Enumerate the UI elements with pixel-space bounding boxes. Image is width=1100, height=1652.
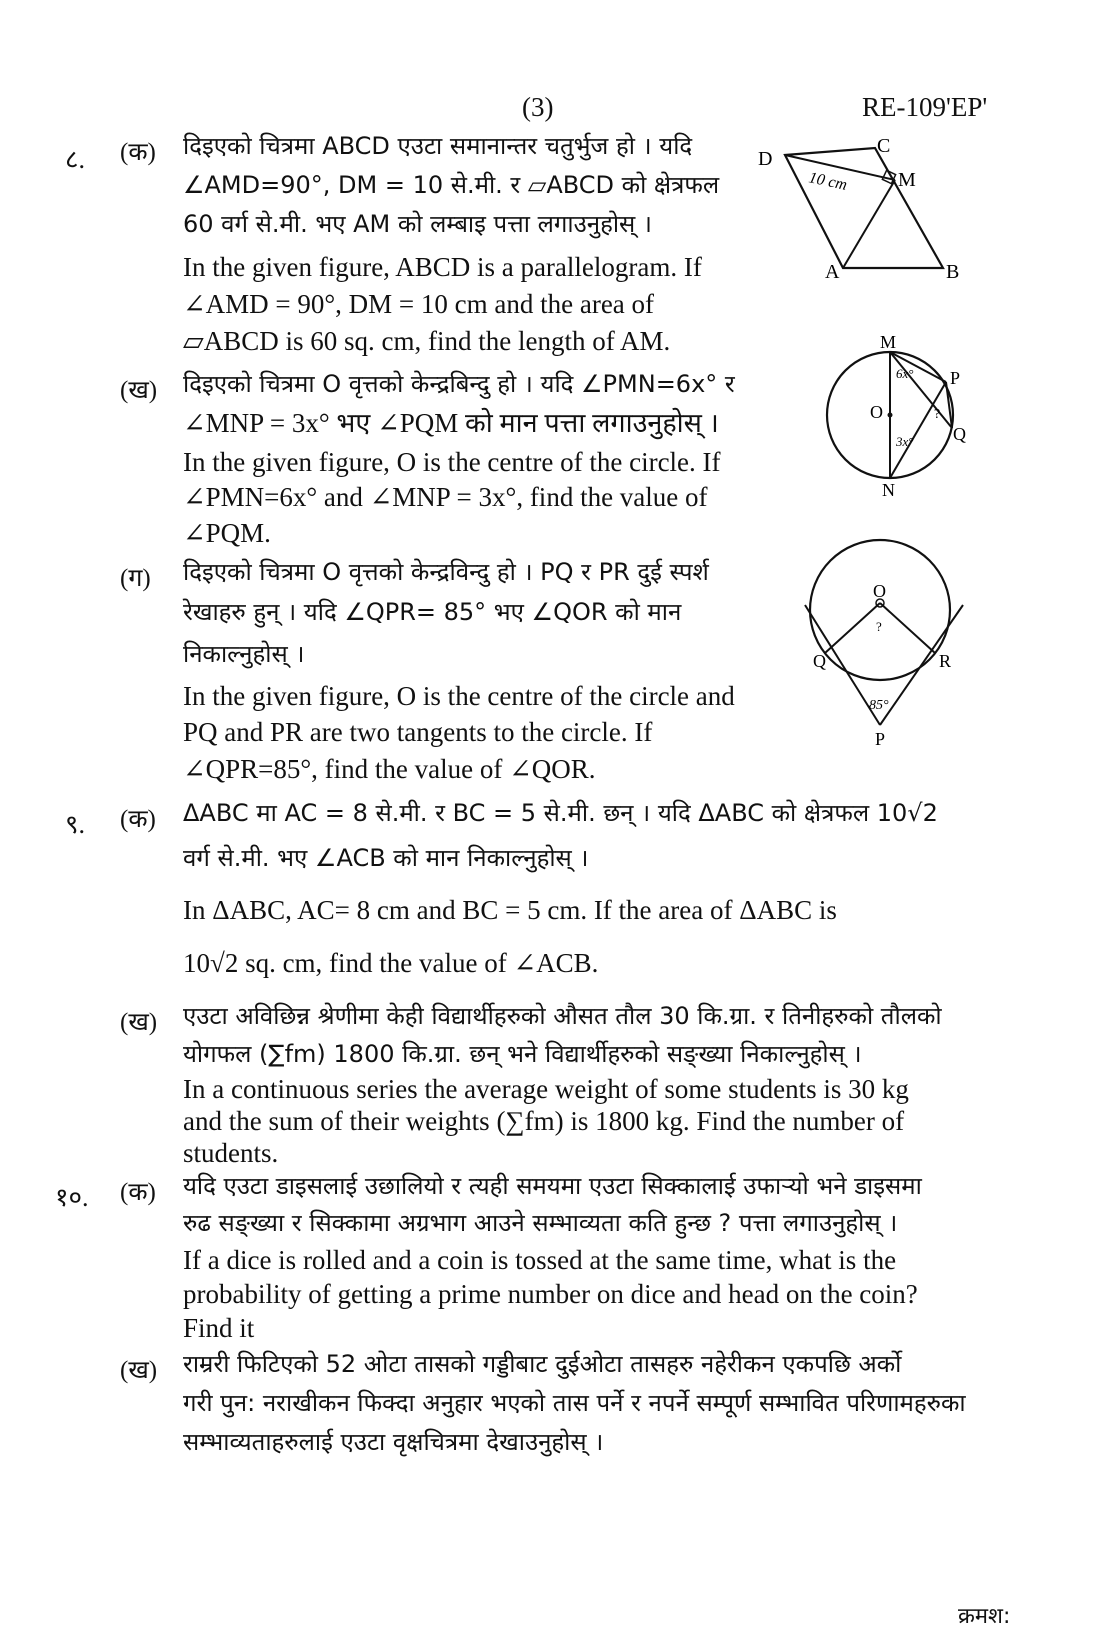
q8b-line-5: ∠PQM.: [183, 518, 271, 548]
label-r: R: [939, 651, 952, 671]
question-number-8: ८.: [65, 145, 86, 174]
q10b-label: (ख): [120, 1357, 158, 1384]
q10b-line-2: गरी पुन: नराखीकन फिक्दा अनुहार भएको तास पर्ने र नपर्ने सम्पूर्ण सम्भावित परिणामहरुका: [183, 1389, 966, 1417]
label-d: D: [758, 148, 773, 170]
q8a-line-4: In the given figure, ABCD is a parallelogram. If: [183, 252, 702, 282]
question-number-10: १०.: [55, 1183, 89, 1212]
q10a-line-5: Find it: [183, 1313, 255, 1343]
q8a-line-1: दिइएको चित्रमा ABCD एउटा समानान्तर चतुर्भुज हो । यदि: [183, 132, 693, 160]
q8c-line-4: In the given figure, O is the centre of the circle and: [183, 681, 735, 711]
q8a-line-2: ∠AMD=90°, DM = 10 से.मी. र ▱ABCD को क्षेत्रफल: [183, 171, 720, 199]
line-am: [843, 180, 895, 268]
q9a-line-2: वर्ग से.मी. भए ∠ACB को मान निकाल्नुहोस् ।: [183, 844, 589, 872]
angle-m-label: 6x°: [896, 366, 914, 381]
label-p: P: [875, 729, 886, 749]
q10b-line-1: राम्ररी फिटिएको 52 ओटा तासको गड्डीबाट दुईओटा तासहरु नहेरीकन एकपछि अर्को: [183, 1350, 902, 1378]
q8b-line-1: दिइएको चित्रमा O वृत्तको केन्द्रबिन्दु हो । यदि ∠PMN=6x° र: [183, 370, 735, 398]
page-number: (3): [522, 92, 554, 122]
question-number-9: ९.: [65, 810, 86, 839]
radius-or: [880, 603, 935, 653]
q8b-label: (ख): [120, 377, 158, 404]
label-n: N: [882, 480, 895, 500]
label-c: C: [877, 135, 891, 157]
angle-q-label: ?: [934, 407, 941, 422]
parallelogram-abcd: [785, 148, 943, 268]
q8a-label: (क): [120, 139, 156, 166]
q9b-line-3: In a continuous series the average weight of some students is 30 kg: [183, 1074, 909, 1104]
chord-np: [890, 382, 946, 478]
q8c-line-1: दिइएको चित्रमा O वृत्तको केन्द्रविन्दु हो । PQ र PR दुई स्पर्श: [183, 558, 709, 586]
label-b: B: [946, 261, 960, 283]
q9b-line-4: and the sum of their weights (∑fm) is 1800 kg. Find the number of: [183, 1106, 905, 1136]
q9b-label: (ख): [120, 1009, 158, 1036]
label-q: Q: [953, 424, 966, 444]
tangent-circle-figure: [795, 535, 995, 755]
exam-code: RE-109'EP': [862, 92, 988, 122]
circle-o: [810, 540, 950, 680]
label-m: M: [880, 332, 897, 352]
chord-mq: [890, 352, 952, 428]
angle-p-label: 85°: [869, 698, 889, 713]
q9b-line-5: students.: [183, 1138, 279, 1168]
q8c-label: (ग): [120, 565, 151, 592]
continued-label: क्रमश:: [958, 1604, 1011, 1629]
q9b-line-2: योगफल (∑fm) 1800 कि.ग्रा. छन् भने विद्यार्थीहरुको सङ्ख्या निकाल्नुहोस् ।: [183, 1040, 862, 1068]
q9a-line-1: ΔABC मा AC = 8 से.मी. र BC = 5 से.मी. छन् । यदि ΔABC को क्षेत्रफल 10√2: [183, 799, 938, 827]
q10a-line-4: probability of getting a prime number on dice and head on the coin?: [183, 1279, 918, 1309]
radius-oq: [825, 603, 880, 653]
label-q: Q: [813, 651, 826, 671]
q8c-line-5: PQ and PR are two tangents to the circle. If: [183, 717, 653, 747]
q9a-label: (क): [120, 806, 156, 833]
q8a-line-3: 60 वर्ग से.मी. भए AM को लम्बाइ पत्ता लगाउनुहोस् ।: [183, 210, 652, 238]
label-o: O: [873, 581, 886, 601]
q8b-line-2: ∠MNP = 3x° भए ∠PQM को मान पत्ता लगाउनुहोस् ।: [183, 408, 719, 438]
label-o: O: [870, 402, 883, 422]
q10a-line-2: रुढ सङ्ख्या र सिक्कामा अग्रभाग आउने सम्भाव्यता कति हुन्छ ? पत्ता लगाउनुहोस् ।: [183, 1209, 898, 1237]
angle-o-label: ?: [876, 619, 882, 634]
angle-n-label: 3x°: [896, 434, 914, 449]
q8c-line-3: निकाल्नुहोस् ।: [183, 640, 305, 668]
circle-figure-b: [810, 330, 1000, 510]
q8a-line-5: ∠AMD = 90°, DM = 10 cm and the area of: [183, 289, 655, 319]
q10a-line-1: यदि एउटा डाइसलाई उछालियो र त्यही समयमा एउटा सिक्कालाई उफार्‍यो भने डाइसमा: [183, 1172, 922, 1200]
parallelogram-figure: [750, 130, 990, 290]
q8b-line-4: ∠PMN=6x° and ∠MNP = 3x°, find the value of: [183, 482, 708, 512]
label-a: A: [825, 261, 840, 283]
q8c-line-6: ∠QPR=85°, find the value of ∠QOR.: [183, 754, 596, 784]
label-m: M: [898, 169, 916, 191]
label-p: P: [950, 368, 961, 388]
q9a-line-4: 10√2 sq. cm, find the value of ∠ACB.: [183, 948, 599, 978]
label-dm-length: 10 cm: [807, 169, 849, 194]
q9b-line-1: एउटा अविछिन्न श्रेणीमा केही विद्यार्थीहरुको औसत तौल 30 कि.ग्रा. र तिनीहरुको तौलको: [183, 1002, 942, 1030]
q10a-line-3: If a dice is rolled and a coin is tossed at the same time, what is the: [183, 1245, 897, 1275]
q10b-line-3: सम्भाव्यताहरुलाई एउटा वृक्षचित्रमा देखाउनुहोस् ।: [183, 1428, 604, 1456]
q8c-line-2: रेखाहरु हुन् । यदि ∠QPR= 85° भए ∠QOR को मान: [183, 598, 682, 626]
q10a-label: (क): [120, 1179, 156, 1206]
q8b-line-3: In the given figure, O is the centre of the circle. If: [183, 447, 721, 477]
q8a-line-6: ▱ABCD is 60 sq. cm, find the length of AM.: [183, 326, 671, 356]
q9a-line-3: In ΔABC, AC= 8 cm and BC = 5 cm. If the area of ΔABC is: [183, 895, 837, 925]
